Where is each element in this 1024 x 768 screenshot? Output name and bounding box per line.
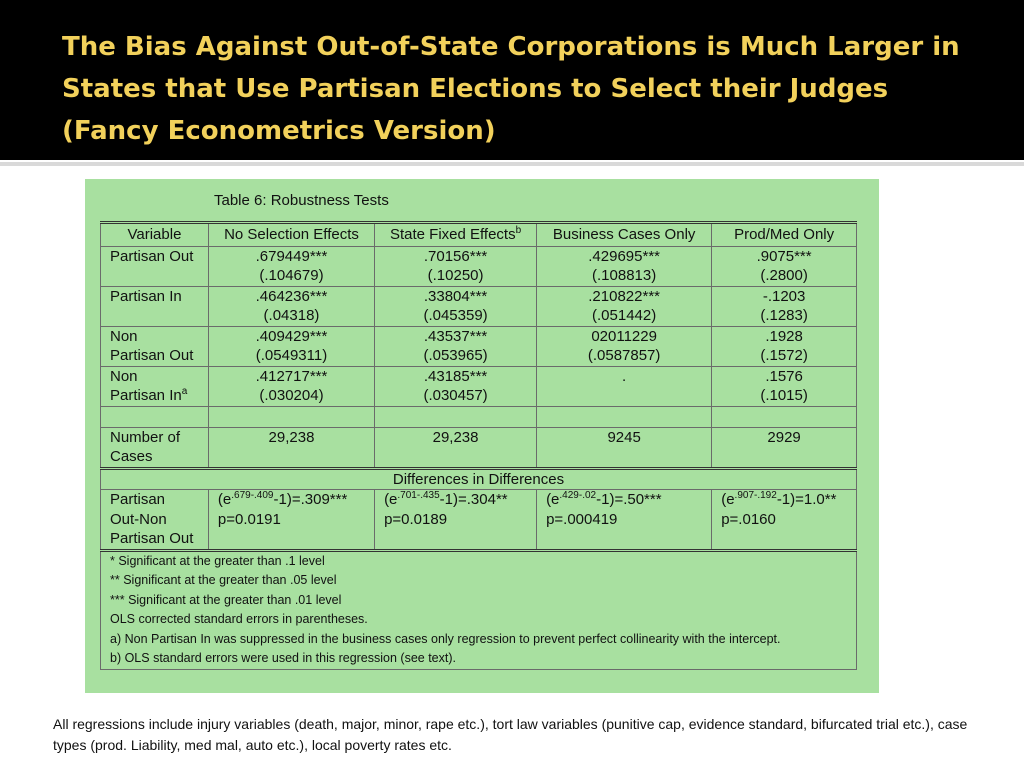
label-line: Non <box>110 327 138 345</box>
se: (.2800) <box>760 267 808 284</box>
did-p: p=.0160 <box>721 510 776 528</box>
se: (.051442) <box>592 307 657 324</box>
coef: .1576 <box>765 367 803 385</box>
label-text: Partisan In <box>110 387 182 404</box>
title-bar <box>0 0 1024 160</box>
empty-cell <box>537 406 712 427</box>
coef: .679449*** <box>255 247 328 265</box>
did-exponent: .701-.435 <box>397 490 440 501</box>
row-label <box>101 326 209 366</box>
empty-cell <box>101 406 209 427</box>
note-line: a) Non Partisan In was suppressed in the business cases only regression to prevent perfect collinearity with the intercept. <box>110 631 781 646</box>
title-line: The Bias Against Out-of-State Corporations is Much Larger in <box>62 32 960 62</box>
cell <box>537 326 712 366</box>
coef: .33804*** <box>423 287 488 305</box>
did-header: Differences in Differences <box>101 468 857 490</box>
coef: .210822*** <box>588 287 660 305</box>
header-state-fixed <box>375 223 537 247</box>
coef: .429695*** <box>588 247 660 265</box>
coef: .464236*** <box>255 287 328 305</box>
cell <box>208 246 374 286</box>
coef: 02011229 <box>591 327 657 345</box>
did-post: -1)=.50*** <box>596 491 662 508</box>
cell <box>712 286 857 326</box>
row-label: Partisan In <box>101 286 209 326</box>
did-formula <box>721 490 856 510</box>
cases-value: 29,238 <box>208 427 374 468</box>
note-line: b) OLS standard errors were used in this regression (see text). <box>110 651 456 665</box>
cell <box>375 286 537 326</box>
header-variable: Variable <box>101 223 209 247</box>
label-line: Number of <box>110 428 181 446</box>
se: (.1283) <box>760 307 808 324</box>
empty-cell <box>375 406 537 427</box>
notes-row <box>101 550 857 669</box>
se: (.0549311) <box>255 347 328 364</box>
header-divider <box>0 162 1024 166</box>
cell <box>375 326 537 366</box>
did-exponent: .679-.409 <box>231 490 274 501</box>
cell <box>208 326 374 366</box>
coef: .43537*** <box>423 327 488 345</box>
coef: .409429*** <box>255 327 328 345</box>
cell <box>375 366 537 406</box>
table-row <box>101 366 857 406</box>
se: (.1572) <box>760 347 808 364</box>
title-line: States that Use Partisan Elections to Select their Judges <box>62 74 889 104</box>
table-caption: Table 6: Robustness Tests <box>214 192 389 209</box>
cell <box>712 326 857 366</box>
did-pre: (e <box>384 491 398 508</box>
did-cell <box>537 490 712 551</box>
did-cell <box>375 490 537 551</box>
se: (.0587857) <box>587 347 661 364</box>
label-line: Partisan Out <box>110 530 194 547</box>
label-superscript: a <box>181 386 188 397</box>
se: (.108813) <box>592 267 657 284</box>
header-superscript: b <box>515 225 522 236</box>
did-formula <box>218 490 374 510</box>
did-pre: (e <box>546 491 560 508</box>
label-line: Cases <box>110 448 153 465</box>
header-prodmed: Prod/Med Only <box>712 223 857 247</box>
robustness-table <box>100 221 857 670</box>
cell <box>208 286 374 326</box>
cell <box>537 246 712 286</box>
slide-title <box>62 26 1002 152</box>
coef: .9075*** <box>756 247 812 265</box>
cell <box>537 366 712 406</box>
table-notes <box>101 550 857 669</box>
se: (.030457) <box>423 387 488 404</box>
header-business: Business Cases Only <box>537 223 712 247</box>
cell <box>712 246 857 286</box>
did-row <box>101 490 857 551</box>
coef: -.1203 <box>762 287 806 305</box>
did-p: p=0.0191 <box>217 510 281 528</box>
se: (.045359) <box>423 307 488 324</box>
table-header-row <box>101 223 857 247</box>
se: (.053965) <box>423 347 488 364</box>
did-exponent: .429-.02 <box>559 490 597 501</box>
did-cell <box>208 490 374 551</box>
row-label <box>101 427 209 468</box>
table-row <box>101 326 857 366</box>
did-pre: (e <box>217 491 232 508</box>
table-row <box>101 246 857 286</box>
did-exponent: .907-.192 <box>734 490 777 501</box>
cases-value: 2929 <box>712 427 857 468</box>
did-formula <box>546 490 711 510</box>
se: (.030204) <box>259 387 324 404</box>
table-row <box>101 286 857 326</box>
label-line: Partisan Out <box>110 347 194 364</box>
cases-row <box>101 427 857 468</box>
slide-footnote: All regressions include injury variables (death, major, minor, rape etc.), tort law variables (punitive cap, evidence standard, bifurcated trial etc.), case types (prod. Liability, med mal, auto etc.), local poverty rates etc. <box>53 716 968 753</box>
did-post: -1)=1.0** <box>776 491 837 508</box>
label-line: Partisan <box>110 491 166 508</box>
label-line <box>110 386 208 406</box>
did-cell <box>712 490 857 551</box>
coef: .1928 <box>765 327 803 345</box>
cases-value: 9245 <box>537 427 712 468</box>
se: (.104679) <box>259 267 324 284</box>
did-p: p=.000419 <box>546 510 618 528</box>
did-p: p=0.0189 <box>384 510 448 528</box>
header-text: State Fixed Effects <box>389 226 516 243</box>
row-label <box>101 490 209 551</box>
label-line: Out-Non <box>110 510 167 528</box>
se: (.10250) <box>427 267 484 284</box>
did-post: -1)=.304** <box>439 491 508 508</box>
did-header-row <box>101 468 857 490</box>
empty-cell <box>712 406 857 427</box>
se: (.1015) <box>760 387 808 404</box>
note-line: ** Significant at the greater than .05 level <box>110 573 337 587</box>
did-post: -1)=.309*** <box>273 491 348 508</box>
coef: .43185*** <box>423 367 488 385</box>
cell <box>208 366 374 406</box>
title-line: (Fancy Econometrics Version) <box>62 116 496 146</box>
note-line: * Significant at the greater than .1 level <box>110 553 325 568</box>
label-line: Non <box>110 367 138 385</box>
empty-cell <box>208 406 374 427</box>
did-pre: (e <box>721 491 735 508</box>
row-label <box>101 366 209 406</box>
note-line: OLS corrected standard errors in parentheses. <box>110 612 368 626</box>
header-no-selection: No Selection Effects <box>208 223 374 247</box>
did-formula <box>384 490 536 510</box>
cell <box>375 246 537 286</box>
spacer-row <box>101 406 857 427</box>
cell <box>537 286 712 326</box>
row-label: Partisan Out <box>101 246 209 286</box>
coef: . <box>622 367 627 385</box>
coef: .70156*** <box>423 247 488 265</box>
cases-value: 29,238 <box>375 427 537 468</box>
se: (.04318) <box>263 307 320 324</box>
coef: .412717*** <box>255 367 328 385</box>
cell <box>712 366 857 406</box>
note-line: *** Significant at the greater than .01 level <box>110 592 342 607</box>
